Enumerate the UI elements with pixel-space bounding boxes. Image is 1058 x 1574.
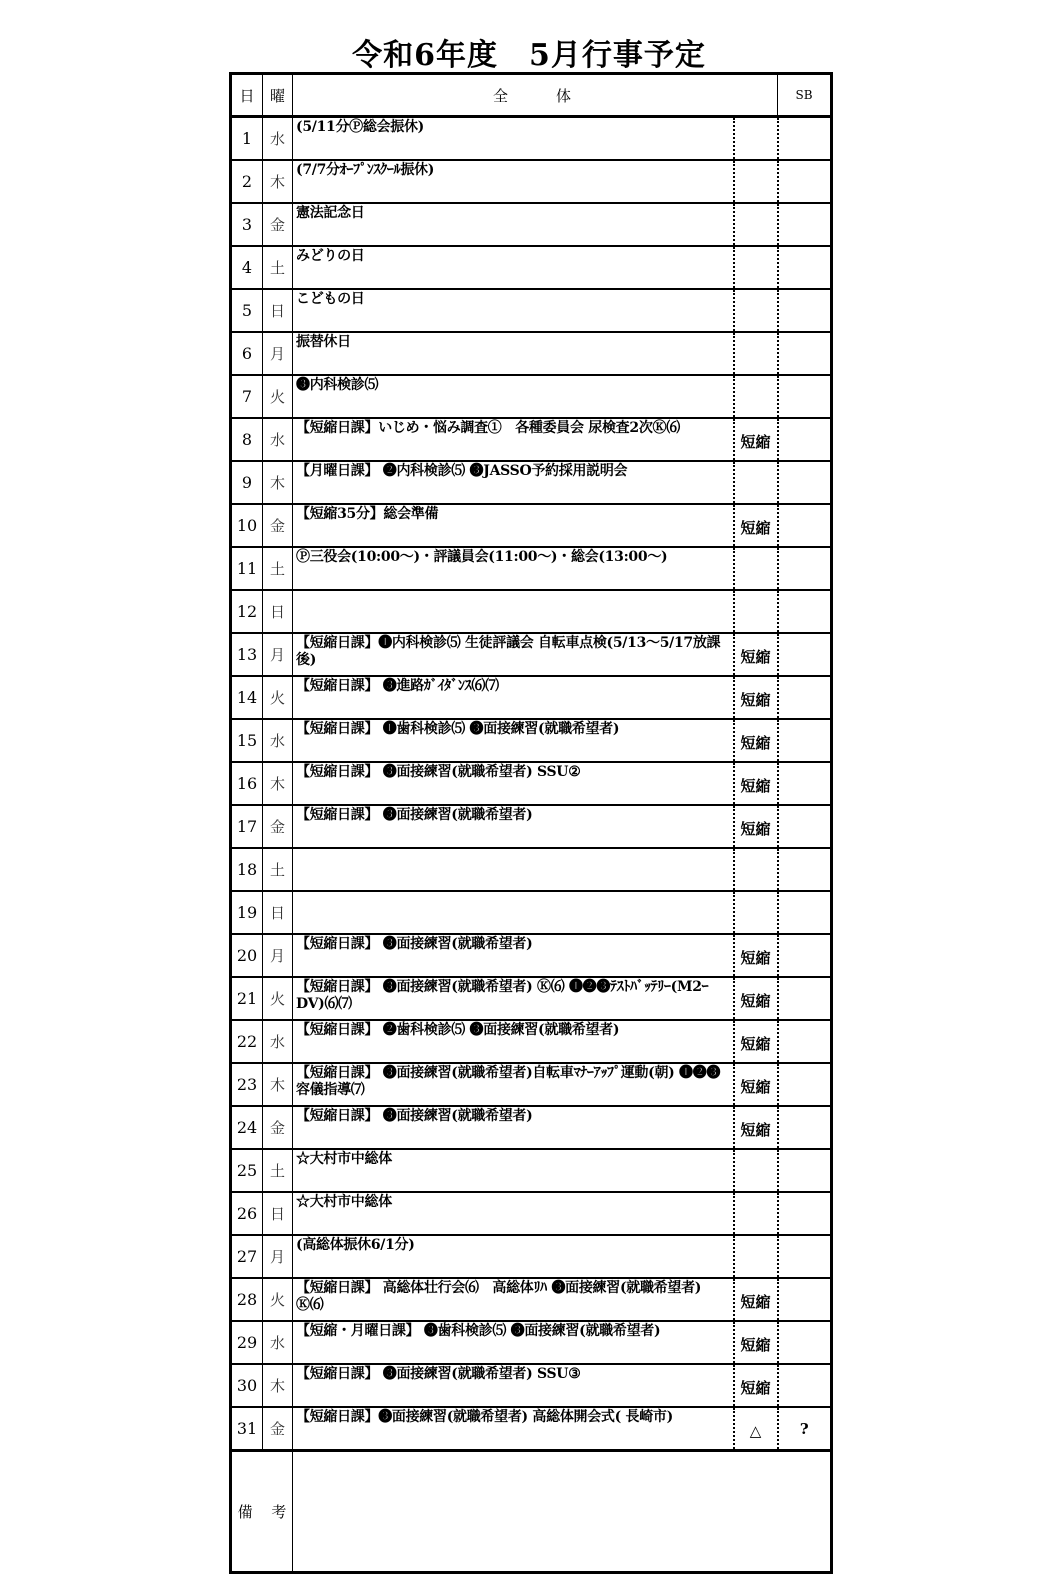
day-number: 23 bbox=[231, 1063, 263, 1106]
table-row bbox=[231, 1192, 832, 1235]
event-cell: 【短縮日課】 ❸面接練習(就職希望者) bbox=[293, 805, 734, 848]
day-number: 29 bbox=[231, 1321, 263, 1364]
short-schedule-cell bbox=[734, 375, 778, 418]
day-of-week: 土 bbox=[263, 547, 293, 590]
short-schedule-cell: 短縮 bbox=[734, 805, 778, 848]
sb-cell bbox=[778, 1149, 832, 1192]
event-cell: 【短縮日課】いじめ・悩み調査① 各種委員会 尿検査2次Ⓚ⑹ bbox=[293, 418, 734, 461]
sb-cell bbox=[778, 1192, 832, 1235]
short-schedule-cell bbox=[734, 547, 778, 590]
day-of-week: 土 bbox=[263, 1149, 293, 1192]
day-of-week: 日 bbox=[263, 590, 293, 633]
table-row bbox=[231, 246, 832, 289]
table-row bbox=[231, 719, 832, 762]
short-schedule-cell bbox=[734, 891, 778, 934]
table-row bbox=[231, 676, 832, 719]
day-of-week: 水 bbox=[263, 1020, 293, 1063]
day-of-week: 水 bbox=[263, 1321, 293, 1364]
sb-cell bbox=[778, 977, 832, 1020]
day-of-week: 金 bbox=[263, 1106, 293, 1149]
event-cell: 振替休日 bbox=[293, 332, 734, 375]
day-of-week: 土 bbox=[263, 246, 293, 289]
day-number: 5 bbox=[231, 289, 263, 332]
event-cell: (5/11分Ⓟ総会振休) bbox=[293, 117, 734, 161]
table-row bbox=[231, 934, 832, 977]
sb-cell bbox=[778, 332, 832, 375]
day-of-week: 金 bbox=[263, 504, 293, 547]
sb-cell bbox=[778, 461, 832, 504]
day-number: 31 bbox=[231, 1407, 263, 1451]
event-cell: (7/7分ｵｰﾌﾟﾝｽｸｰﾙ振休) bbox=[293, 160, 734, 203]
day-of-week: 木 bbox=[263, 1364, 293, 1407]
short-schedule-cell bbox=[734, 461, 778, 504]
table-row bbox=[231, 160, 832, 203]
table-row bbox=[231, 805, 832, 848]
header-sb: SB bbox=[778, 74, 832, 117]
event-cell: ☆大村市中総体 bbox=[293, 1192, 734, 1235]
event-cell: 【短縮日課】 ❷歯科検診⑸ ❸面接練習(就職希望者) bbox=[293, 1020, 734, 1063]
notes-row bbox=[231, 1451, 832, 1573]
table-row bbox=[231, 1321, 832, 1364]
event-cell: 【短縮日課】❸面接練習(就職希望者) 高総体開会式( 長崎市) bbox=[293, 1407, 734, 1451]
day-number: 15 bbox=[231, 719, 263, 762]
table-row bbox=[231, 977, 832, 1020]
day-of-week: 水 bbox=[263, 117, 293, 161]
day-of-week: 火 bbox=[263, 977, 293, 1020]
short-schedule-cell bbox=[734, 160, 778, 203]
short-schedule-cell bbox=[734, 1192, 778, 1235]
sb-cell bbox=[778, 848, 832, 891]
sb-cell bbox=[778, 1063, 832, 1106]
day-number: 9 bbox=[231, 461, 263, 504]
day-of-week: 月 bbox=[263, 332, 293, 375]
sb-cell bbox=[778, 117, 832, 161]
event-cell: 【短縮・月曜日課】 ❸歯科検診⑸ ❸面接練習(就職希望者) bbox=[293, 1321, 734, 1364]
short-schedule-cell: 短縮 bbox=[734, 1321, 778, 1364]
event-cell: ☆大村市中総体 bbox=[293, 1149, 734, 1192]
sb-cell bbox=[778, 1321, 832, 1364]
sb-cell bbox=[778, 891, 832, 934]
event-cell: 【短縮日課】 ❸面接練習(就職希望者) SSU② bbox=[293, 762, 734, 805]
day-number: 24 bbox=[231, 1106, 263, 1149]
short-schedule-cell: 短縮 bbox=[734, 633, 778, 676]
event-cell: 【短縮35分】総会準備 bbox=[293, 504, 734, 547]
sb-cell bbox=[778, 590, 832, 633]
sb-cell bbox=[778, 1020, 832, 1063]
day-number: 18 bbox=[231, 848, 263, 891]
day-number: 21 bbox=[231, 977, 263, 1020]
table-row bbox=[231, 289, 832, 332]
day-number: 6 bbox=[231, 332, 263, 375]
day-number: 13 bbox=[231, 633, 263, 676]
day-number: 20 bbox=[231, 934, 263, 977]
short-schedule-cell bbox=[734, 246, 778, 289]
day-of-week: 金 bbox=[263, 1407, 293, 1451]
short-schedule-cell bbox=[734, 203, 778, 246]
day-number: 26 bbox=[231, 1192, 263, 1235]
day-of-week: 土 bbox=[263, 848, 293, 891]
day-of-week: 火 bbox=[263, 676, 293, 719]
event-cell: 【短縮日課】 ❸面接練習(就職希望者) bbox=[293, 1106, 734, 1149]
day-number: 11 bbox=[231, 547, 263, 590]
header-dow: 曜 bbox=[263, 74, 293, 117]
day-of-week: 日 bbox=[263, 1192, 293, 1235]
day-number: 4 bbox=[231, 246, 263, 289]
table-row bbox=[231, 633, 832, 676]
short-schedule-cell: 短縮 bbox=[734, 504, 778, 547]
day-of-week: 金 bbox=[263, 805, 293, 848]
sb-cell bbox=[778, 246, 832, 289]
short-schedule-cell bbox=[734, 332, 778, 375]
sb-cell bbox=[778, 203, 832, 246]
sb-cell bbox=[778, 289, 832, 332]
short-schedule-cell: 短縮 bbox=[734, 719, 778, 762]
table-row bbox=[231, 1278, 832, 1321]
short-schedule-cell: 短縮 bbox=[734, 1106, 778, 1149]
short-schedule-cell: 短縮 bbox=[734, 1020, 778, 1063]
short-schedule-cell bbox=[734, 848, 778, 891]
sb-cell bbox=[778, 504, 832, 547]
day-number: 10 bbox=[231, 504, 263, 547]
day-number: 1 bbox=[231, 117, 263, 161]
day-number: 27 bbox=[231, 1235, 263, 1278]
event-cell: Ⓟ三役会(10:00～)・評議員会(11:00～)・総会(13:00～) bbox=[293, 547, 734, 590]
short-schedule-cell: 短縮 bbox=[734, 977, 778, 1020]
event-cell: 【短縮日課】 ❸面接練習(就職希望者) bbox=[293, 934, 734, 977]
day-of-week: 月 bbox=[263, 633, 293, 676]
short-schedule-cell: 短縮 bbox=[734, 934, 778, 977]
day-number: 28 bbox=[231, 1278, 263, 1321]
table-row bbox=[231, 375, 832, 418]
day-number: 25 bbox=[231, 1149, 263, 1192]
day-of-week: 月 bbox=[263, 1235, 293, 1278]
table-row bbox=[231, 590, 832, 633]
table-row bbox=[231, 762, 832, 805]
sb-cell bbox=[778, 1106, 832, 1149]
table-row bbox=[231, 1020, 832, 1063]
table-row bbox=[231, 891, 832, 934]
event-cell: 【短縮日課】 ❸面接練習(就職希望者) Ⓚ⑹ ❶❷❸ﾃｽﾄﾊﾞｯﾃﾘｰ(M2ｰDV)⑹⑺ bbox=[293, 977, 734, 1020]
day-number: 19 bbox=[231, 891, 263, 934]
sb-cell: ? bbox=[778, 1407, 832, 1451]
day-number: 2 bbox=[231, 160, 263, 203]
table-row bbox=[231, 1149, 832, 1192]
short-schedule-cell bbox=[734, 1235, 778, 1278]
short-schedule-cell bbox=[734, 289, 778, 332]
table-row bbox=[231, 848, 832, 891]
day-of-week: 日 bbox=[263, 289, 293, 332]
short-schedule-cell: 短縮 bbox=[734, 1063, 778, 1106]
day-number: 17 bbox=[231, 805, 263, 848]
schedule-table bbox=[229, 72, 833, 1574]
day-number: 3 bbox=[231, 203, 263, 246]
table-row bbox=[231, 1407, 832, 1451]
short-schedule-cell: △ bbox=[734, 1407, 778, 1451]
event-cell bbox=[293, 891, 734, 934]
header-day: 日 bbox=[231, 74, 263, 117]
event-cell: 【短縮日課】 ❸面接練習(就職希望者)自転車ﾏﾅｰｱｯﾌﾟ運動(朝) ❶❷❸容儀指導⑺ bbox=[293, 1063, 734, 1106]
sb-cell bbox=[778, 418, 832, 461]
event-cell: 【月曜日課】 ❷内科検診⑸ ❸JASSO予約採用説明会 bbox=[293, 461, 734, 504]
sb-cell bbox=[778, 1364, 832, 1407]
table-row bbox=[231, 1364, 832, 1407]
notes-label: 備 考 bbox=[231, 1451, 293, 1573]
table-row bbox=[231, 418, 832, 461]
short-schedule-cell bbox=[734, 117, 778, 161]
table-row bbox=[231, 461, 832, 504]
day-of-week: 火 bbox=[263, 375, 293, 418]
event-cell: 憲法記念日 bbox=[293, 203, 734, 246]
event-cell: ❸内科検診⑸ bbox=[293, 375, 734, 418]
day-number: 14 bbox=[231, 676, 263, 719]
day-of-week: 水 bbox=[263, 719, 293, 762]
header-row bbox=[231, 74, 832, 117]
sb-cell bbox=[778, 719, 832, 762]
day-of-week: 木 bbox=[263, 160, 293, 203]
short-schedule-cell: 短縮 bbox=[734, 1278, 778, 1321]
table-row bbox=[231, 1063, 832, 1106]
day-of-week: 木 bbox=[263, 461, 293, 504]
page-title: 令和6年度 5月行事予定 bbox=[352, 38, 706, 73]
table-row bbox=[231, 117, 832, 161]
short-schedule-cell: 短縮 bbox=[734, 762, 778, 805]
day-of-week: 木 bbox=[263, 762, 293, 805]
event-cell: 【短縮日課】 ❸進路ｶﾞｲﾀﾞﾝｽ⑹⑺ bbox=[293, 676, 734, 719]
day-number: 22 bbox=[231, 1020, 263, 1063]
day-of-week: 日 bbox=[263, 891, 293, 934]
day-number: 30 bbox=[231, 1364, 263, 1407]
day-number: 12 bbox=[231, 590, 263, 633]
event-cell: 【短縮日課】 ❸面接練習(就職希望者) SSU③ bbox=[293, 1364, 734, 1407]
day-of-week: 金 bbox=[263, 203, 293, 246]
day-of-week: 火 bbox=[263, 1278, 293, 1321]
short-schedule-cell bbox=[734, 590, 778, 633]
sb-cell bbox=[778, 934, 832, 977]
event-cell bbox=[293, 848, 734, 891]
notes-content bbox=[293, 1451, 832, 1573]
sb-cell bbox=[778, 633, 832, 676]
sb-cell bbox=[778, 375, 832, 418]
sb-cell bbox=[778, 160, 832, 203]
sb-cell bbox=[778, 547, 832, 590]
day-number: 8 bbox=[231, 418, 263, 461]
table-row bbox=[231, 504, 832, 547]
event-cell: (高総体振休6/1分) bbox=[293, 1235, 734, 1278]
table-row bbox=[231, 547, 832, 590]
event-cell bbox=[293, 590, 734, 633]
sb-cell bbox=[778, 805, 832, 848]
short-schedule-cell: 短縮 bbox=[734, 676, 778, 719]
table-row bbox=[231, 203, 832, 246]
schedule-body bbox=[231, 117, 832, 1451]
short-schedule-cell: 短縮 bbox=[734, 1364, 778, 1407]
sb-cell bbox=[778, 1278, 832, 1321]
day-of-week: 月 bbox=[263, 934, 293, 977]
sb-cell bbox=[778, 676, 832, 719]
table-row bbox=[231, 1235, 832, 1278]
short-schedule-cell bbox=[734, 1149, 778, 1192]
event-cell: 【短縮日課】 ❶歯科検診⑸ ❸面接練習(就職希望者) bbox=[293, 719, 734, 762]
event-cell: 【短縮日課】❶内科検診⑸ 生徒評議会 自転車点検(5/13～5/17放課後) bbox=[293, 633, 734, 676]
day-number: 16 bbox=[231, 762, 263, 805]
day-of-week: 木 bbox=[263, 1063, 293, 1106]
header-all bbox=[293, 74, 778, 117]
sb-cell bbox=[778, 762, 832, 805]
day-of-week: 水 bbox=[263, 418, 293, 461]
day-number: 7 bbox=[231, 375, 263, 418]
header-all-label: 全 体 bbox=[493, 86, 578, 105]
table-row bbox=[231, 332, 832, 375]
event-cell: 【短縮日課】 高総体壮行会⑹ 高総体ﾘﾊ ❸面接練習(就職希望者) Ⓚ⑹ bbox=[293, 1278, 734, 1321]
event-cell: こどもの日 bbox=[293, 289, 734, 332]
short-schedule-cell: 短縮 bbox=[734, 418, 778, 461]
sb-cell bbox=[778, 1235, 832, 1278]
table-row bbox=[231, 1106, 832, 1149]
event-cell: みどりの日 bbox=[293, 246, 734, 289]
